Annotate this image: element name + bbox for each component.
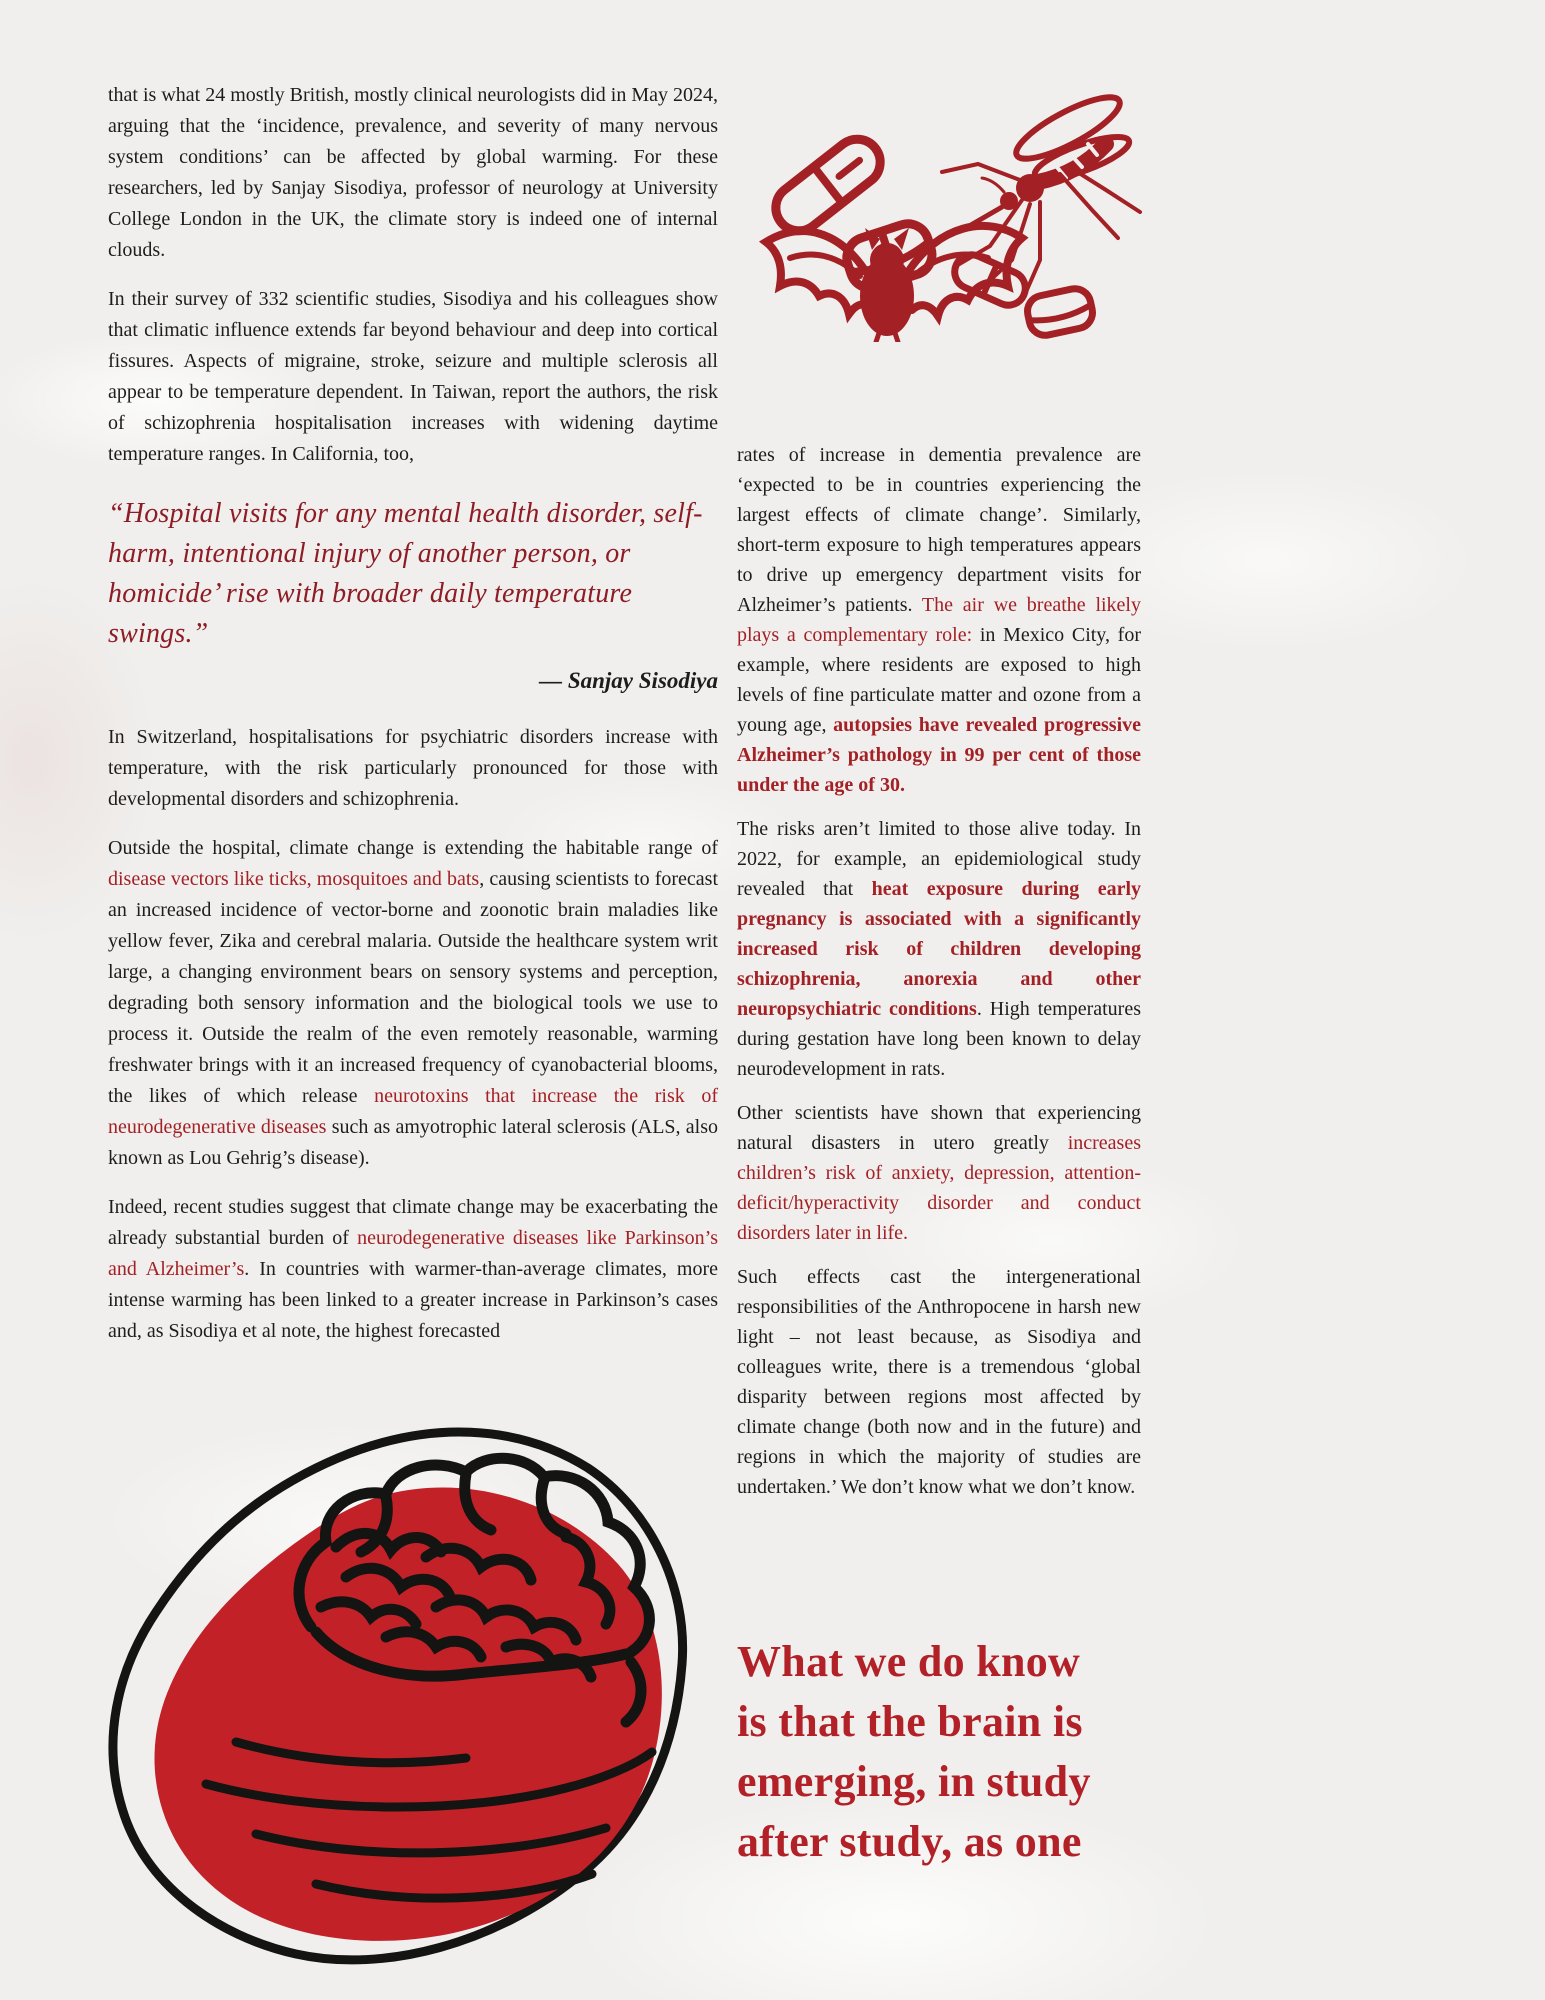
article-paragraph bbox=[737, 1262, 1141, 1502]
brain-blood-puddle-illustration bbox=[86, 1412, 718, 2000]
heading-line: What we do know bbox=[737, 1637, 1081, 1686]
text-segment: rates of increase in dementia prevalence are ‘expected to be in countries experiencing the largest effects of climate change’. Similarly, short-term exposure to high temperatures appears to drive up emergency department visits for Alzheimer’s patients. bbox=[737, 444, 1141, 616]
bat-icon bbox=[766, 226, 1022, 342]
article-paragraph bbox=[108, 284, 718, 470]
pull-quote-attribution: — Sanjay Sisodiya bbox=[539, 668, 718, 693]
mosquito-icon bbox=[942, 87, 1140, 292]
left-column bbox=[108, 80, 718, 1365]
text-segment: , causing scientists to forecast an increased incidence of vector-borne and zoonotic brain maladies like yellow fever, Zika and cerebral malaria. Outside the healthcare system writ large, a changing environment bears on sensory systems and perception, degrading both sensory information and the biological tools we use to process it. Outside the realm of the even remotely reasonable, warming freshwater brings with it an increased frequency of cyanobacterial blooms, the likes of which release bbox=[108, 868, 718, 1107]
text-segment: such as amyotrophic lateral sclerosis (ALS, also known as Lou Gehrig’s disease). bbox=[108, 1116, 718, 1169]
pull-quote: “Hospital visits for any mental health disorder, self-harm, intentional injury of another person, or homicide’ rise with broader daily temperature swings.” bbox=[108, 498, 703, 649]
article-paragraph bbox=[108, 80, 718, 266]
article-paragraph bbox=[108, 1192, 718, 1347]
article-paragraph bbox=[737, 814, 1141, 1084]
text-segment: neurodegenerative diseases like Parkinson’s and Alzheimer’s bbox=[108, 1227, 719, 1280]
text-segment: Indeed, recent studies suggest that climate change may be exacerbating the already substantial burden of bbox=[108, 1196, 718, 1249]
bat-mosquito-pills-illustration bbox=[738, 70, 1145, 342]
text-segment: The risks aren’t limited to those alive today. In 2022, for example, an epidemiological study revealed that bbox=[737, 818, 1141, 900]
text-segment: increases children’s risk of anxiety, depression, attention-deficit/hyperactivity disorder and conduct disorders later in life. bbox=[737, 1132, 1141, 1244]
text-segment: in Mexico City, for example, where residents are exposed to high levels of fine particulate matter and ozone from a young age, bbox=[737, 624, 1142, 736]
heading-line: after study, as one bbox=[737, 1817, 1082, 1866]
text-segment: The air we breathe likely plays a complementary role: bbox=[737, 594, 1141, 646]
right-column bbox=[737, 440, 1141, 1516]
text-segment: heat exposure during early pregnancy is associated with a significantly increased risk of children developing schizophrenia, anorexia and other neuropsychiatric conditions bbox=[737, 878, 1142, 1020]
text-segment: Outside the hospital, climate change is extending the habitable range of bbox=[108, 837, 718, 859]
text-segment: that is what 24 mostly British, mostly clinical neurologists did in May 2024, arguing that the ‘incidence, prevalence, and severity of many nervous system conditions’ can be affected by global warming. For these researchers, led by Sanjay Sisodiya, professor of neurology at University College London in the UK, the climate story is indeed one of internal clouds. bbox=[108, 84, 718, 261]
text-segment: In their survey of 332 scientific studies, Sisodiya and his colleagues show that climatic influence extends far beyond behaviour and deep into cortical fissures. Aspects of migraine, stroke, seizure and multiple sclerosis all appear to be temperature dependent. In Taiwan, report the authors, the risk of schizophrenia hospitalisation increases with widening daytime temperature ranges. In California, too, bbox=[108, 288, 718, 465]
text-segment: . High temperatures during gestation have long been known to delay neurodevelopment in rats. bbox=[737, 998, 1142, 1080]
heading-line: emerging, in study bbox=[737, 1757, 1091, 1806]
heading-line: is that the brain is bbox=[737, 1697, 1083, 1746]
article-paragraph bbox=[108, 833, 718, 1174]
closing-statement-heading bbox=[737, 1632, 1177, 1872]
text-segment: . In countries with warmer-than-average climates, more intense warming has been linked to a greater increase in Parkinson’s cases and, as Sisodiya et al note, the highest forecasted bbox=[108, 1258, 719, 1342]
text-segment: disease vectors like ticks, mosquitoes and bats bbox=[108, 868, 480, 890]
text-segment: Other scientists have shown that experiencing natural disasters in utero greatly bbox=[737, 1102, 1141, 1154]
capsule-pill-icon bbox=[767, 130, 890, 240]
article-paragraph bbox=[737, 1098, 1141, 1248]
round-pill-icon bbox=[1025, 286, 1096, 338]
article-paragraph bbox=[737, 440, 1141, 800]
text-segment: autopsies have revealed progressive Alzheimer’s pathology in 99 per cent of those under the age of 30. bbox=[737, 714, 1142, 796]
text-segment: In Switzerland, hospitalisations for psychiatric disorders increase with temperature, with the risk particularly pronounced for those with developmental disorders and schizophrenia. bbox=[108, 726, 718, 810]
article-paragraph bbox=[108, 722, 718, 815]
text-segment: neurotoxins that increase the risk of neurodegenerative diseases bbox=[108, 1085, 718, 1138]
text-segment: Such effects cast the intergenerational responsibilities of the Anthropocene in harsh new light – not least because, as Sisodiya and colleagues write, there is a tremendous ‘global disparity between regions most affected by climate change (both now and in the future) and regions in which the majority of studies are undertaken.’ We don’t know what we don’t know. bbox=[737, 1266, 1141, 1498]
